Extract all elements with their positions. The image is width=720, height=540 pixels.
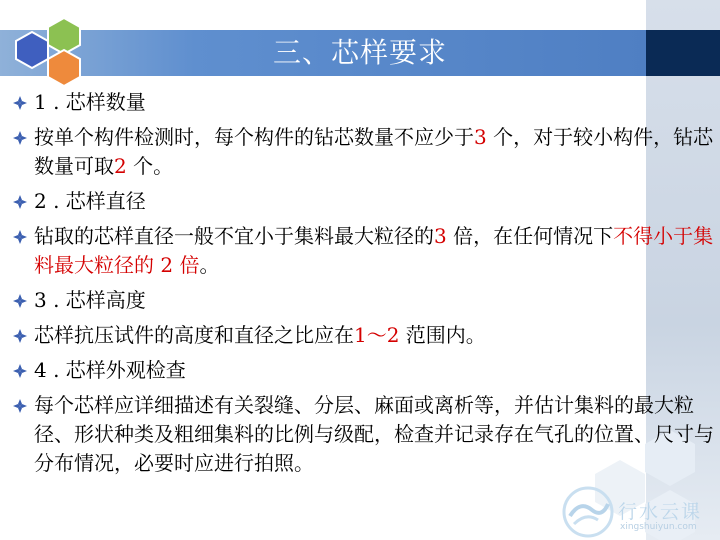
bullet-list bbox=[12, 88, 717, 484]
bullet-item bbox=[12, 88, 717, 117]
diamond-bullet-icon bbox=[12, 391, 34, 420]
bullet-text: 2 . 芯样直径 bbox=[34, 189, 146, 213]
slide-title: 三、芯样要求 bbox=[272, 36, 447, 69]
bullet-item bbox=[12, 187, 717, 216]
bullet-item bbox=[12, 286, 717, 315]
bullet-text: 钻取的芯样直径一般不宜小于集料最大粒径的3 倍，在任何情况下不得小于集料最大粒径的 2 倍。 bbox=[34, 224, 714, 277]
diamond-bullet-icon bbox=[12, 286, 34, 315]
bullet-text: 3 . 芯样高度 bbox=[34, 288, 146, 312]
bullet-item bbox=[12, 321, 717, 350]
bullet-item bbox=[12, 391, 717, 478]
watermark-url: xingshuiyun.com bbox=[620, 522, 697, 532]
bullet-text: 每个芯样应详细描述有关裂缝、分层、麻面或离析等，并估计集料的最大粒径、形状种类及粗细集料的比例与级配，检查并记录存在气孔的位置、尺寸与分布情况，必要时应进行拍照。 bbox=[34, 393, 714, 475]
diamond-bullet-icon bbox=[12, 321, 34, 350]
watermark-brand: 行水云课 bbox=[618, 501, 703, 523]
bullet-text: 1 . 芯样数量 bbox=[34, 90, 146, 114]
bullet-item bbox=[12, 123, 717, 181]
diamond-bullet-icon bbox=[12, 356, 34, 385]
diamond-bullet-icon bbox=[12, 88, 34, 117]
bullet-text: 4 . 芯样外观检查 bbox=[34, 358, 186, 382]
bullet-text: 芯样抗压试件的高度和直径之比应在1～2 范围内。 bbox=[34, 323, 486, 347]
bullet-item bbox=[12, 356, 717, 385]
diamond-bullet-icon bbox=[12, 222, 34, 251]
bullet-text: 按单个构件检测时，每个构件的钻芯数量不应少于3 个，对于较小构件，钻芯数量可取2 个。 bbox=[34, 125, 714, 178]
bullet-item bbox=[12, 222, 717, 280]
diamond-bullet-icon bbox=[12, 123, 34, 152]
hexagon-cluster-icon bbox=[8, 14, 84, 86]
diamond-bullet-icon bbox=[12, 187, 34, 216]
